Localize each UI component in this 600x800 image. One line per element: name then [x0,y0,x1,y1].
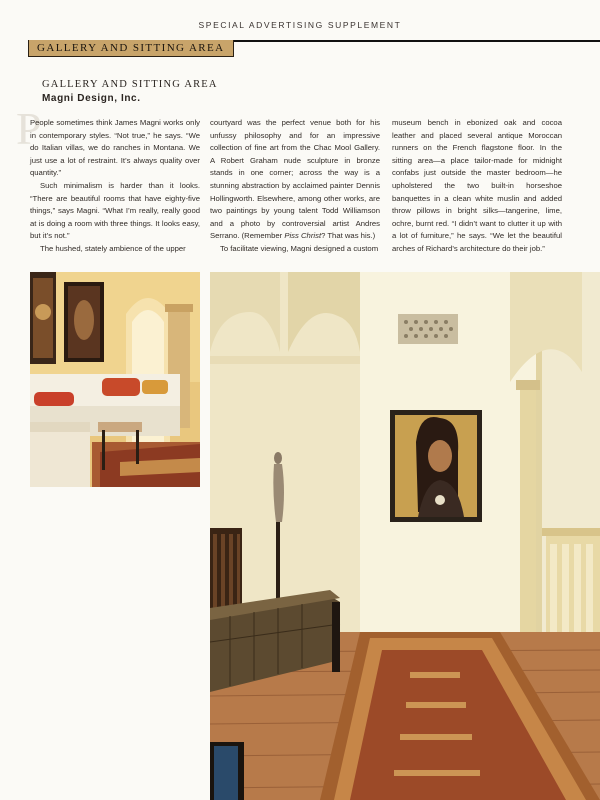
sitting-area-photo [30,272,200,487]
paragraph: The hushed, stately ambience of the upper [40,243,186,253]
section-tag: GALLERY AND SITTING AREA [28,40,234,57]
paragraph-text: ? That was his.) [321,231,376,241]
paragraph: Such minimalism is harder than it looks. “There are beautiful rooms that have eighty-five things,” says Magni. “What I’m really, really good at is doing a room with three things. It looks easy, but it’s not.” [30,180,200,241]
article-column-1 [30,117,200,256]
supplement-header: SPECIAL ADVERTISING SUPPLEMENT [198,20,402,30]
gallery-photo [210,272,600,800]
article-heading: GALLERY AND SITTING AREA [42,79,218,90]
paragraph: People sometimes think James Magni works only in contemporary styles. “Not true,” he says. “We do Italian villas, we do ranches in Montana. We just use a lot of restraint. It’s always quality over quantity.” [30,118,200,178]
artwork-title: Piss Christ [284,231,322,241]
dropcap-letter: P [16,103,42,154]
article-subheading: Magni Design, Inc. [42,93,141,104]
article-column-3 [392,117,562,256]
article-column-2 [210,117,380,256]
paragraph: To facilitate viewing, Magni designed a custom [220,243,379,253]
paragraph-text: courtyard was the perfect venue both for his unfussy philosophy and for an impressive collection of fine art from the Chac Mool Gallery. A Robert Graham nude sculpture in bronze stands in one corner; across the way is a stunning abstraction by acclaimed painter Dennis Hollingworth. Elsewhere, among other works, are two paintings by young talent Todd Williamson and a photo by controversial artist Andres Serrano. (Remember [210,118,380,241]
paragraph [210,117,380,243]
paragraph: museum bench in ebonized oak and cocoa leather and placed several antique Moroccan runners on the French flagstone floor. In the sitting area—a place tailor-made for midnight confabs just outside the master bedroom—he upholstered the two built-in horseshoe banquettes in a clean white muslin and added throw pillows in bright silks—tangerine, lime, ochre, burnt red. “I didn’t want to clutter it up with a lot of furniture,” he says. “We let the beautiful arches of Richard’s architecture do their job.” [392,118,562,253]
